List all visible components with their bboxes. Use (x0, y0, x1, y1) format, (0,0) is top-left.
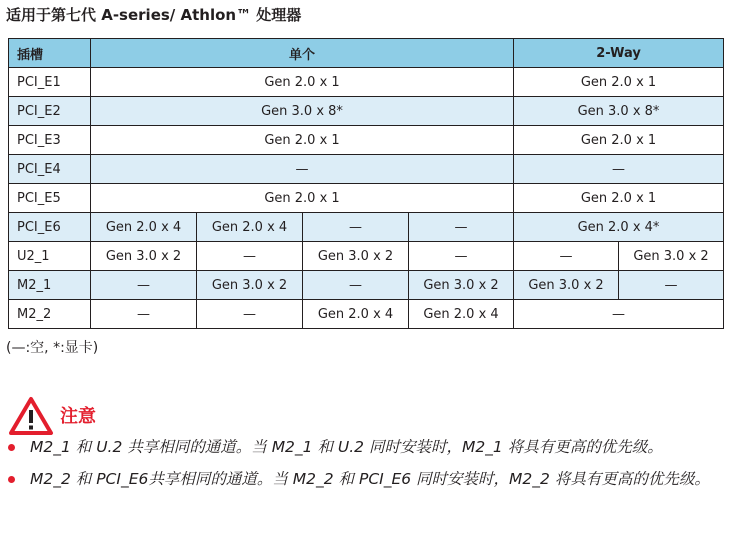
row-label: M2_2 (9, 300, 91, 329)
row-label: M2_1 (9, 271, 91, 300)
table-cell: — (619, 271, 724, 300)
table-cell: Gen 2.0 x 4 (197, 213, 303, 242)
slot-config-table (8, 38, 724, 329)
notice-title: 注意 (60, 406, 96, 427)
cell-single: — (91, 155, 514, 184)
table-cell: Gen 3.0 x 2 (409, 271, 514, 300)
table-cell: Gen 2.0 x 4 (409, 300, 514, 329)
cell-2way: — (514, 155, 724, 184)
cell-2way: Gen 3.0 x 8* (514, 97, 724, 126)
table-header-row (9, 39, 724, 68)
table-cell: — (303, 271, 409, 300)
table-cell: Gen 3.0 x 2 (91, 242, 197, 271)
notice-text: M2_2 和 PCI_E6共享相同的通道。当 M2_2 和 PCI_E6 同时安装时，M2_2 将具有更高的优先级。 (30, 470, 710, 488)
row-label: PCI_E4 (9, 155, 91, 184)
cell-2way: Gen 2.0 x 1 (514, 126, 724, 155)
list-item (8, 468, 713, 491)
warning-triangle-icon (8, 396, 54, 436)
table-row (9, 155, 724, 184)
table-cell: — (514, 242, 619, 271)
header-single: 单个 (91, 39, 514, 68)
header-2way: 2-Way (514, 39, 724, 68)
table-cell: Gen 2.0 x 4 (91, 213, 197, 242)
cell-single: Gen 3.0 x 8* (91, 97, 514, 126)
cell-single: Gen 2.0 x 1 (91, 68, 514, 97)
row-label: PCI_E6 (9, 213, 91, 242)
bullet-icon (8, 476, 15, 483)
cell-2way: — (514, 300, 724, 329)
notice-list (8, 436, 713, 500)
page-title: 适用于第七代 A-series/ Athlon™ 处理器 (6, 6, 302, 24)
cell-2way: Gen 2.0 x 4* (514, 213, 724, 242)
table-row (9, 184, 724, 213)
table-row (9, 126, 724, 155)
cell-2way: Gen 2.0 x 1 (514, 68, 724, 97)
notice-text: M2_1 和 U.2 共享相同的通道。当 M2_1 和 U.2 同时安装时，M2_1 将具有更高的优先级。 (30, 438, 663, 456)
bullet-icon (8, 444, 15, 451)
table-row (9, 242, 724, 271)
header-slot: 插槽 (9, 39, 91, 68)
table-cell: Gen 3.0 x 2 (514, 271, 619, 300)
table-cell: — (303, 213, 409, 242)
table-legend: (—:空, *:显卡) (6, 340, 99, 356)
table-row (9, 271, 724, 300)
table-cell: — (197, 242, 303, 271)
table-cell: — (409, 242, 514, 271)
table-cell: Gen 3.0 x 2 (197, 271, 303, 300)
row-label: PCI_E3 (9, 126, 91, 155)
table-cell: Gen 2.0 x 4 (303, 300, 409, 329)
table-cell: — (91, 300, 197, 329)
cell-single: Gen 2.0 x 1 (91, 184, 514, 213)
row-label: PCI_E2 (9, 97, 91, 126)
table-row (9, 213, 724, 242)
table-cell: — (409, 213, 514, 242)
row-label: PCI_E5 (9, 184, 91, 213)
table-cell: Gen 3.0 x 2 (619, 242, 724, 271)
cell-single: Gen 2.0 x 1 (91, 126, 514, 155)
table-row (9, 68, 724, 97)
list-item (8, 436, 713, 459)
row-label: PCI_E1 (9, 68, 91, 97)
cell-2way: Gen 2.0 x 1 (514, 184, 724, 213)
table-row (9, 97, 724, 126)
table-row (9, 300, 724, 329)
table-cell: — (197, 300, 303, 329)
table-cell: — (91, 271, 197, 300)
row-label: U2_1 (9, 242, 91, 271)
table-cell: Gen 3.0 x 2 (303, 242, 409, 271)
